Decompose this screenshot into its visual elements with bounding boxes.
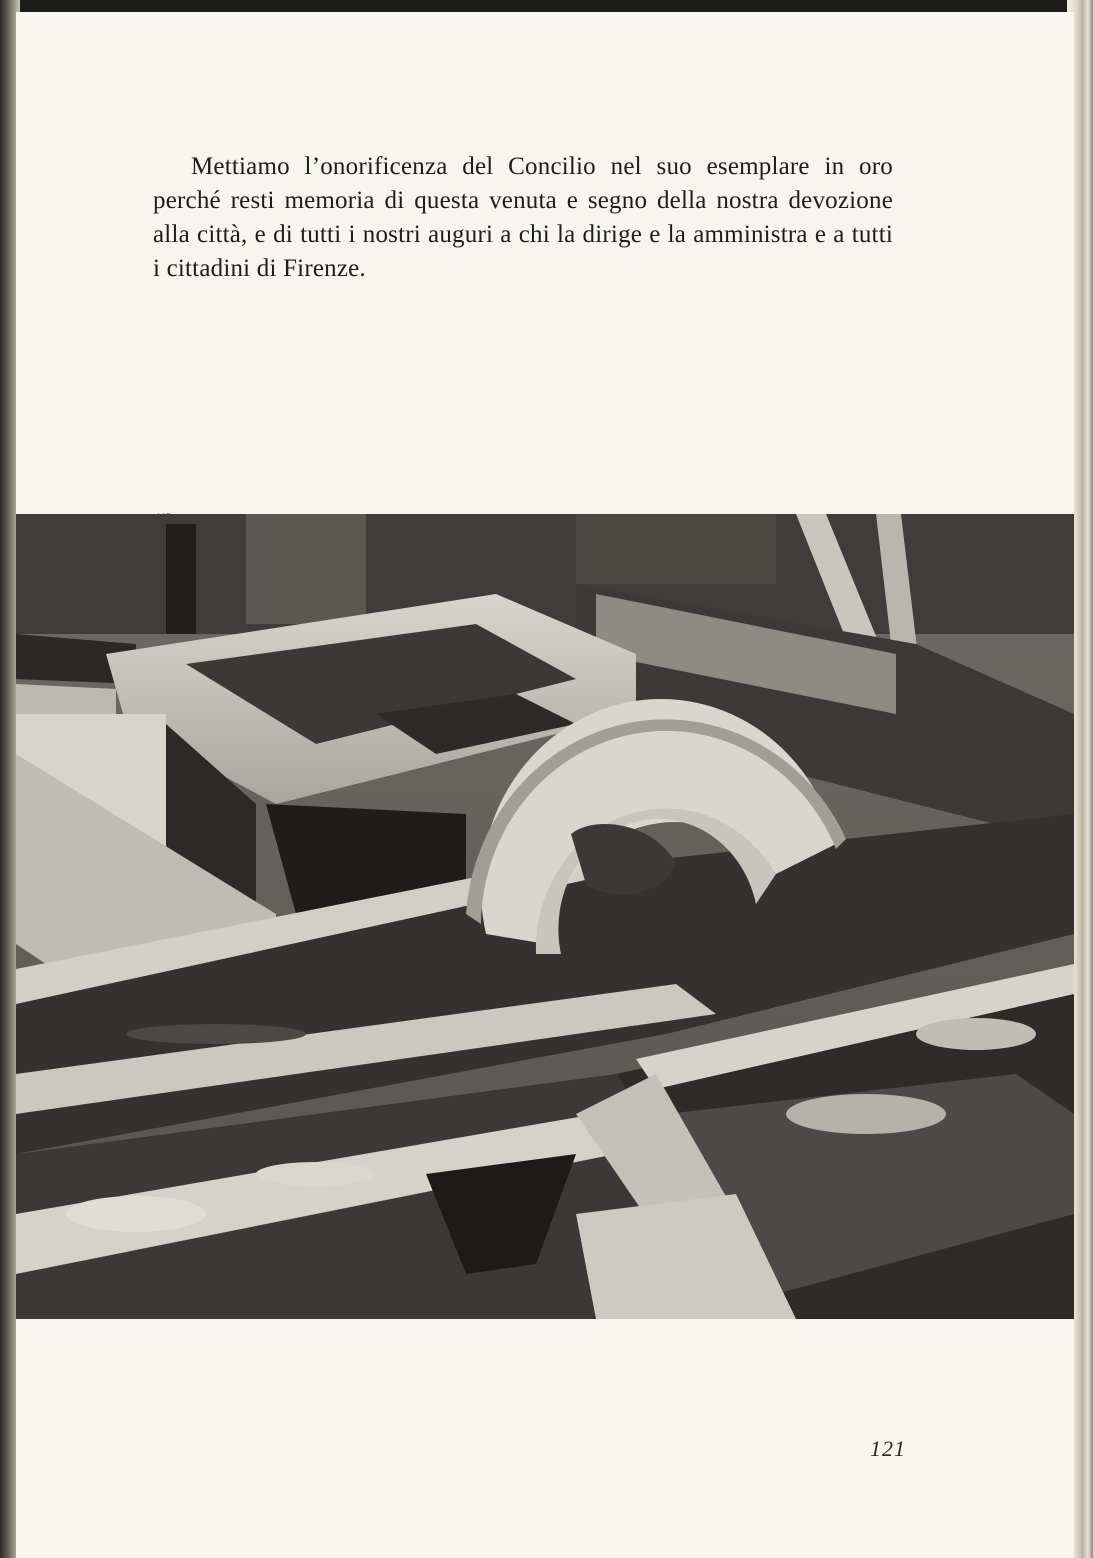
book-page: [16, 12, 1074, 1558]
frame-photograph: [16, 514, 1074, 1319]
page-number: 121: [870, 1436, 906, 1461]
body-paragraph: Mettiamo l’onorificenza del Concilio nel suo esemplare in oro perché resti memoria di questa venuta e segno della nostra devozione alla città, e di tutti i nostri auguri a chi la dirige e la amministra e a tutti i cittadini di Firenze.: [153, 153, 893, 282]
